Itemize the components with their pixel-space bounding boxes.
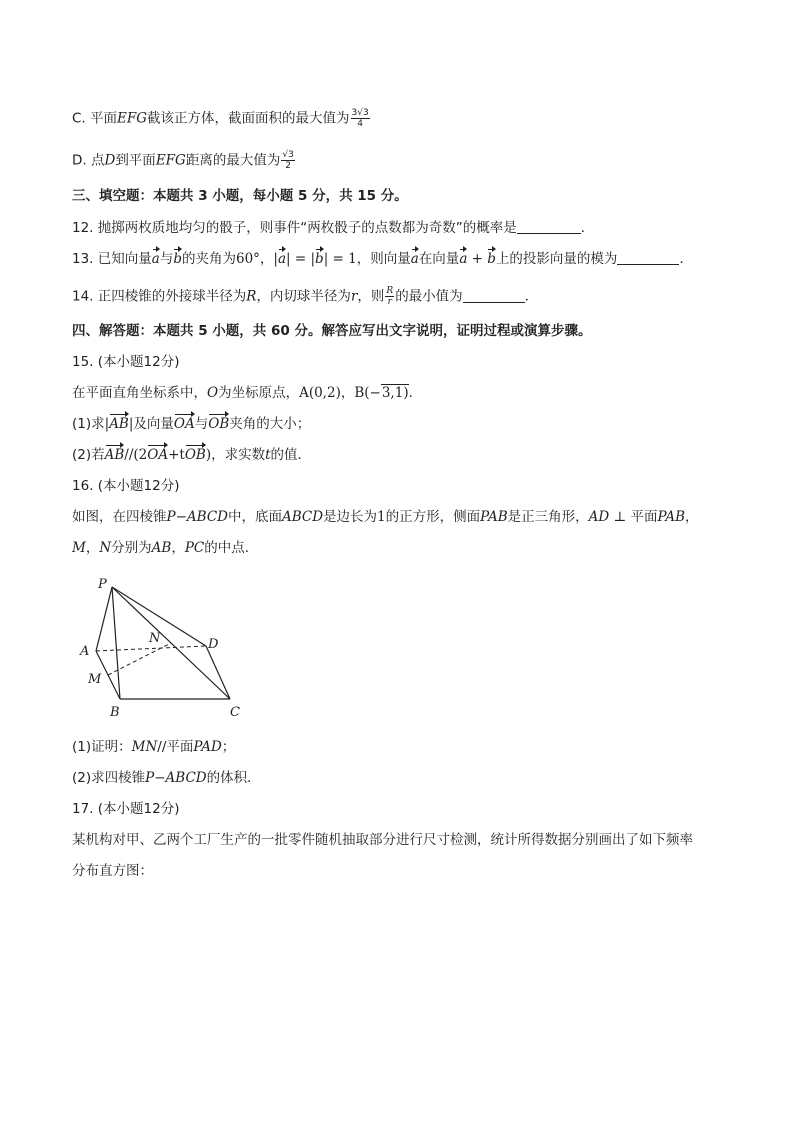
q16-l1-f: 平面 (630, 509, 658, 525)
q16-l1-d: 的正方形，侧面 (385, 509, 481, 525)
question-15-part-1: (1)求|AB|及向量OA与OB夹角的大小； (72, 416, 311, 432)
question-12-text: 12. 抛掷两枚质地均匀的骰子，则事件“两枚骰子的点数都为奇数”的概率是 (72, 220, 517, 236)
q16-l2-a: ， (85, 540, 100, 556)
option-c-fraction (351, 108, 370, 129)
question-15-stem: 在平面直角坐标系中，O为坐标原点，A(0,2)，B(−3,1)． (72, 385, 423, 401)
label-m: M (88, 672, 102, 687)
q16-l1-c: 是边长为 (323, 509, 378, 525)
question-15-header: 15. (本小题12分) (72, 354, 180, 370)
section-4-heading: 四、解答题：本题共 5 小题，共 60 分。解答应写出文字说明，证明过程或演算步骤。 (72, 323, 592, 339)
q13-text-d: ， (259, 251, 274, 267)
option-d-fraction (281, 150, 294, 171)
q13-angle: 60° (235, 251, 260, 267)
question-15-part-2: (2)若AB//(2OA+tOB)，求实数t的值． (72, 447, 312, 463)
question-17-header: 17. (本小题12分) (72, 801, 180, 817)
label-a: A (80, 644, 90, 659)
option-c-text: 截该正方体，截面面积的最大值为 (147, 110, 350, 127)
edge-cd (206, 646, 230, 699)
option-c-prefix: C. 平面 (72, 110, 118, 127)
question-12: 12. 抛掷两枚质地均匀的骰子，则事件“两枚骰子的点数都为奇数”的概率是 ． (72, 220, 595, 236)
q16-p2-b: 的体积． (206, 770, 261, 786)
q16-l1-e: 是正三角形， (507, 509, 589, 525)
q13-text-g: 上的投影向量的模为 (495, 251, 618, 267)
q15-point-a: A(0,2) (299, 385, 341, 401)
q15-p1-a: (1)求 (72, 416, 105, 432)
option-d-frac-num: √3 (282, 150, 294, 160)
edge-pa (96, 587, 112, 651)
q14-fraction: $\frac{R}{r}$ (386, 286, 394, 307)
q13-text-f: 在向量 (418, 251, 460, 267)
q16-l1-a: 如图，在四棱锥 (72, 509, 167, 525)
q15-stem-b: 为坐标原点， (218, 385, 300, 401)
section-3-heading: 三、填空题：本题共 3 小题，每小题 5 分，共 15 分。 (72, 188, 408, 204)
q15-p2-b: ，求实数 (211, 447, 266, 463)
q16-p1-b: //平面 (157, 739, 194, 755)
question-16-part-1: (1)证明：MN//平面PAD； (72, 739, 236, 755)
q15-p2-a: (2)若 (72, 447, 105, 463)
option-c-frac-den: 4 (357, 119, 363, 129)
q15-p2-close: ) (205, 447, 212, 463)
question-16-header: 16. (本小题12分) (72, 478, 180, 494)
q14-text-b: ，内切球半径为 (256, 288, 351, 305)
q15-point-b-post: 3,1) (381, 385, 409, 401)
q15-p2-c: 的值． (270, 447, 312, 463)
answer-blank-12[interactable] (517, 219, 581, 234)
q16-l2-c: 的中点． (204, 540, 259, 556)
q14-text-a: 14. 正四棱锥的外接球半径为 (72, 288, 247, 305)
q15-p1-b: 及向量 (133, 416, 174, 432)
question-17-stem-1: 某机构对甲、乙两个工厂生产的一批零件随机抽取部分进行尺寸检测，统计所得数据分别画出了如下频率 (72, 832, 693, 848)
q16-l1-b: 中，底面 (227, 509, 282, 525)
label-c: C (230, 705, 240, 720)
label-d: D (208, 637, 219, 652)
q15-stem-a: 在平面直角坐标系中， (72, 385, 207, 401)
q15-p1-d: 夹角的大小； (229, 416, 311, 432)
option-c-frac-num: 3√3 (351, 108, 369, 118)
question-16-stem-2: M，N分别为AB，PC的中点． (72, 540, 259, 556)
label-p: P (98, 577, 107, 592)
q15-p2-plus: +t (168, 447, 185, 463)
question-16-part-2: (2)求四棱锥P−ABCD的体积． (72, 770, 261, 786)
q13-text-b: 与 (159, 251, 174, 267)
label-n: N (149, 631, 161, 646)
question-13: 13. 已知向量a与b的夹角为60°，|a| = |b| = 1，则向量a在向量a + b上的投影向量的模为 ． (72, 251, 693, 267)
answer-blank-13[interactable] (617, 250, 679, 265)
question-14: 14. 正四棱锥的外接球半径为R，内切球半径为r，则 $\frac{R}{r}$ 的最小值为 ． (72, 286, 539, 307)
q14-text-c: ，则 (357, 288, 385, 305)
option-d-text-2: 距离的最大值为 (185, 152, 281, 169)
q13-text-e: ，则向量 (356, 251, 411, 267)
question-16-stem-1: 如图，在四棱锥P−ABCD中，底面ABCD是边长为1的正方形，侧面PAB是正三角形，AD ⊥ 平面PAB， (72, 509, 699, 525)
edge-ad-hidden (96, 646, 206, 651)
option-d-prefix: D. 点 (72, 152, 105, 169)
option-d-frac-den: 2 (285, 161, 291, 171)
q13-text-c: 的夹角为 (181, 251, 236, 267)
q16-p1-a: (1)证明： (72, 739, 132, 755)
q15-p2-mid: //(2 (124, 447, 148, 463)
q15-point-b-pre: B(− (354, 385, 381, 401)
question-17-stem-2: 分布直方图： (72, 863, 153, 879)
answer-blank-14[interactable] (463, 288, 525, 303)
q14-text-d: 的最小值为 (395, 288, 463, 305)
option-d-text-1: 到平面 (115, 152, 156, 169)
q16-l2-b: 分别为 (111, 540, 152, 556)
q16-p2-a: (2)求四棱锥 (72, 770, 146, 786)
edge-pb (112, 587, 120, 699)
option-d: D. 点D到平面EFG距离的最大值为 $\frac{√3}{2}$ (72, 150, 294, 171)
q13-text-a: 13. 已知向量 (72, 251, 152, 267)
option-c: C. 平面EFG截该正方体，截面面积的最大值为 $\frac{3√3}{4}$ (72, 108, 369, 129)
pyramid-figure (72, 574, 252, 722)
label-b: B (110, 705, 120, 720)
q15-p1-c: 与 (194, 416, 209, 432)
